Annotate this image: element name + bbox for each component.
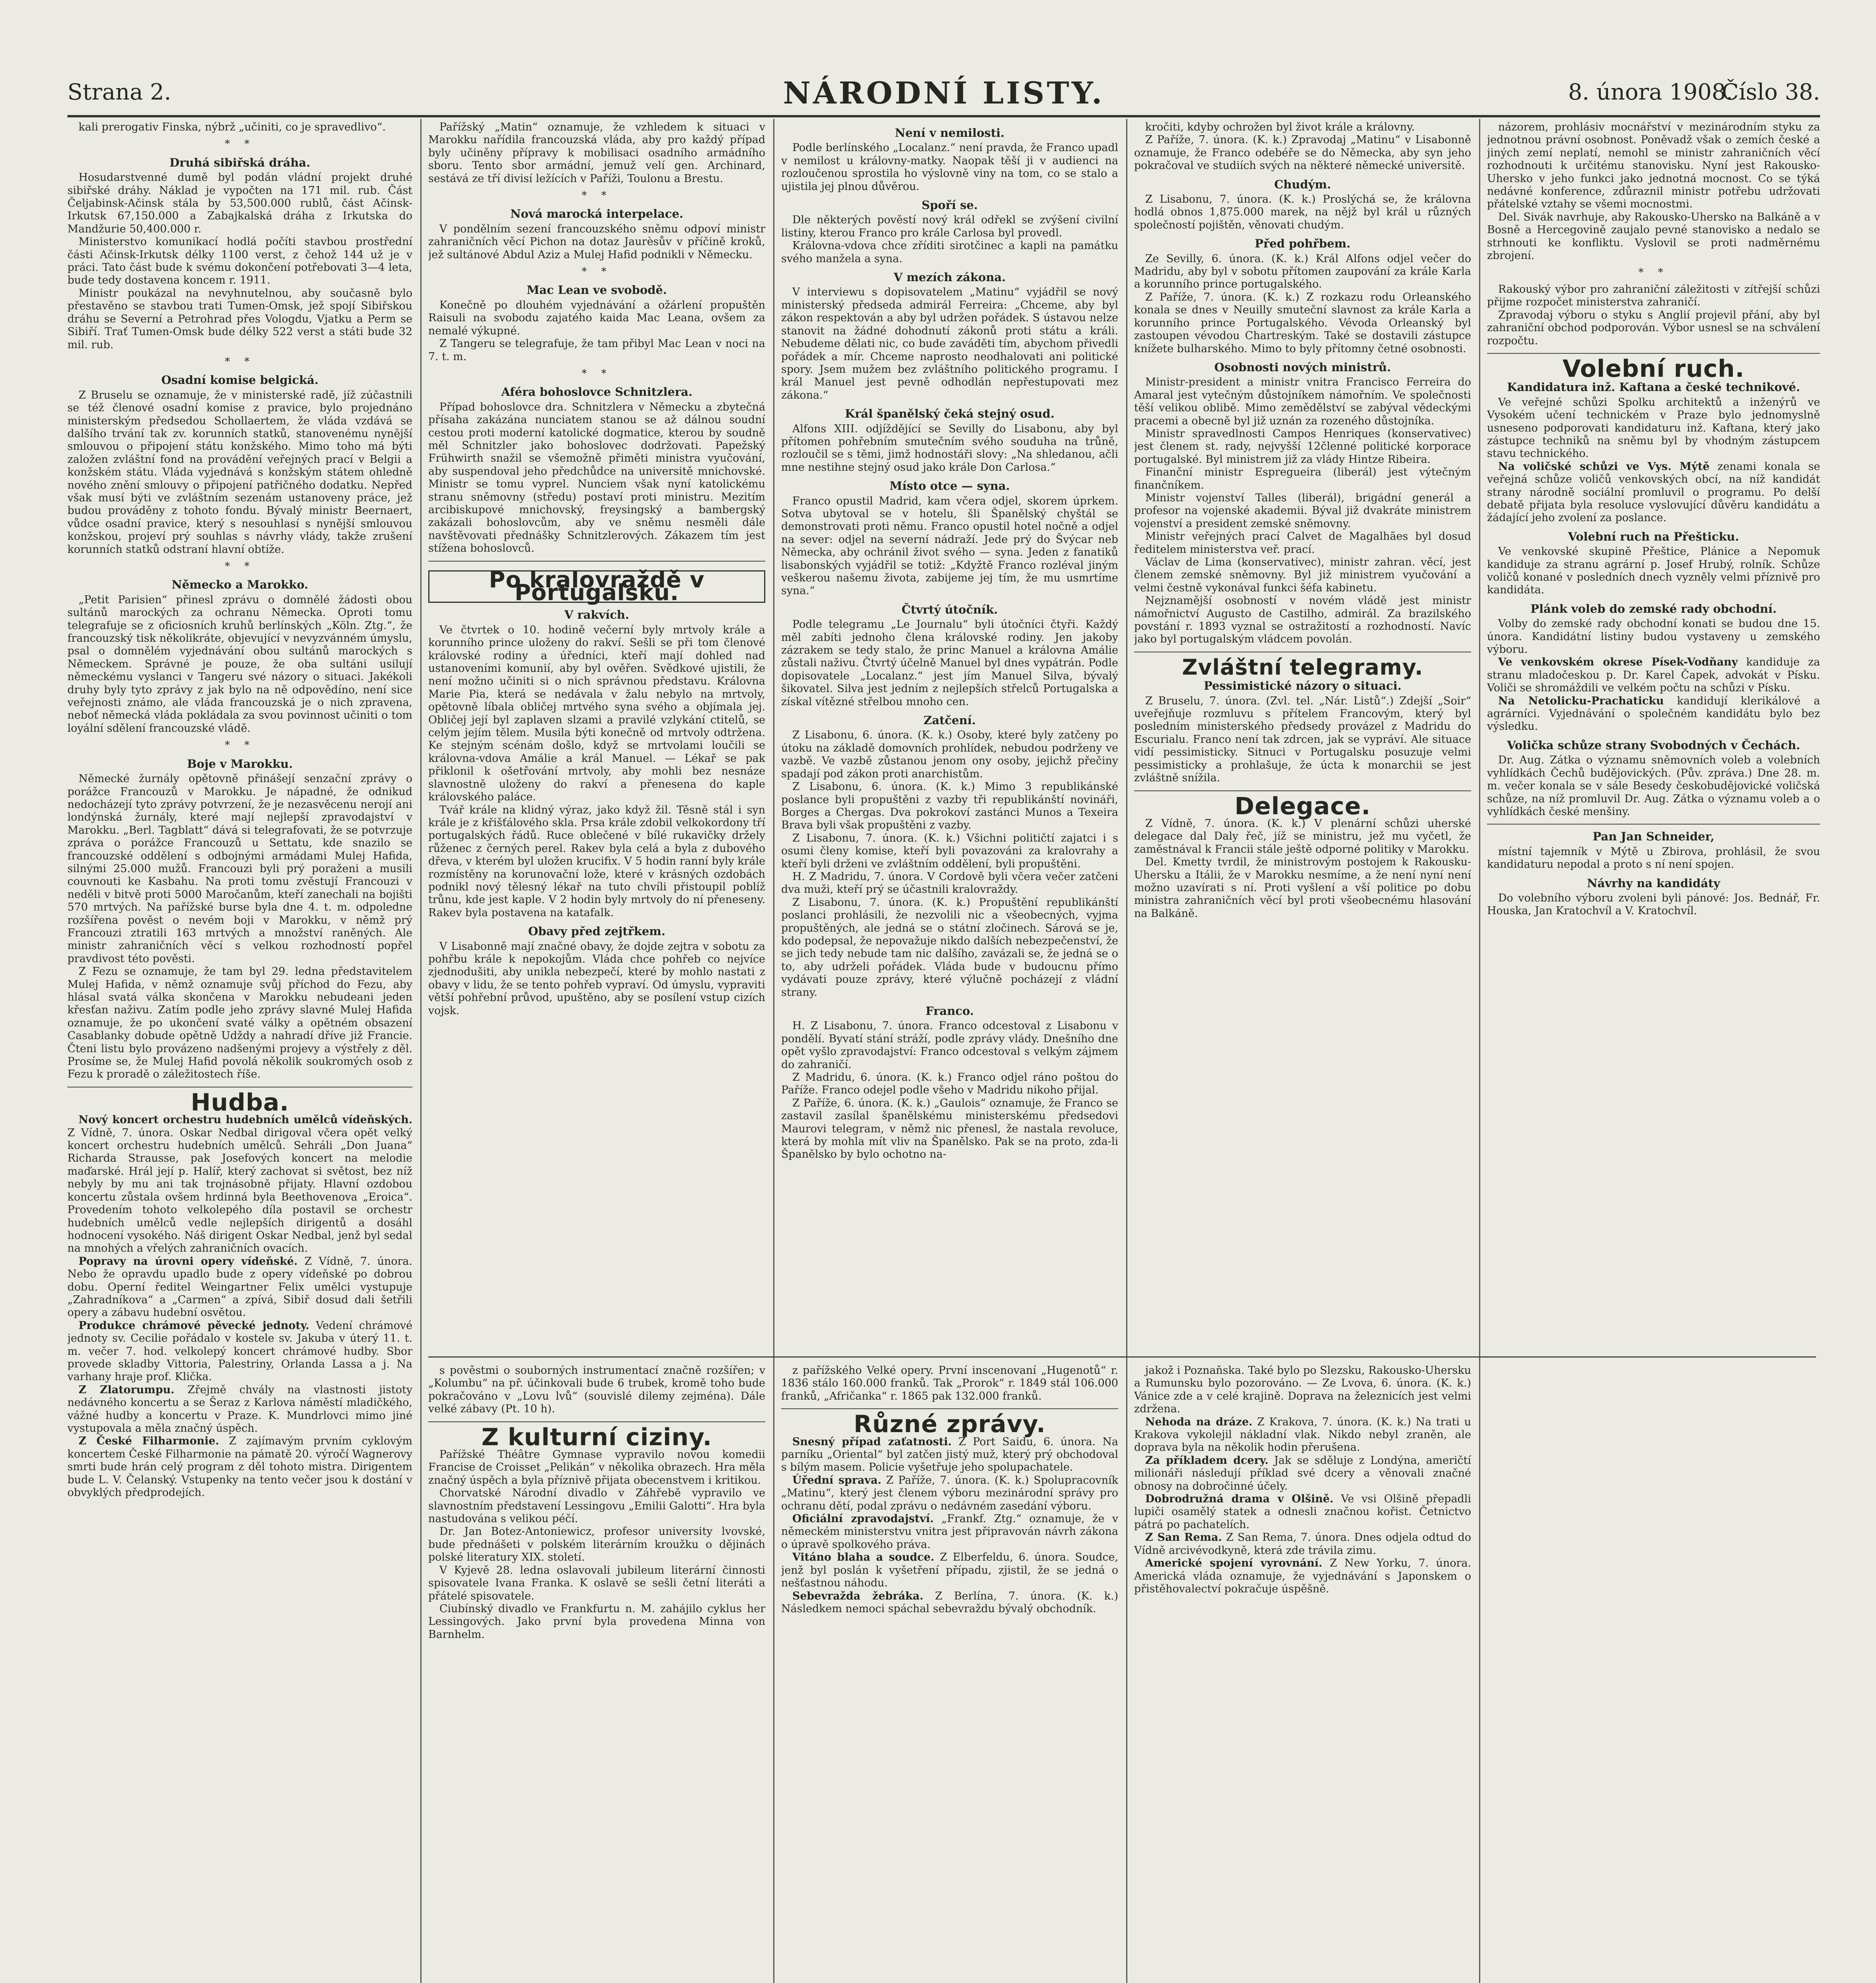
column-rule <box>420 119 422 1983</box>
article-headline: Pan Jan Schneider, <box>1592 830 1715 844</box>
article-text: Volby do zemské rady obchodní konati se budou dne 15. února. Kandidátní listiny budou vystaveny u zemského výboru. <box>1487 618 1820 656</box>
article-text: Vitáno blaha a soudce. Z Elberfeldu, 6. února. Soudce, jenž byl poslán k vyšetření případu, zjistil, že se jedná o nešťastnou náhodu. <box>781 1551 1118 1590</box>
article-text: Z Bruselu, 7. února. (Zvl. tel. „Nár. Listů“.) Zdejší „Soir“ uveřejňuje rozmluvu s přítelem Francovým, který byl posledním ministerského předsedy provázel z Madridu do Escurialu. Franco není tak zdrcen, jak se vypráví. Ale situace vidí pessimisticky. Sitnuci v Portugalsku posuzuje velmi pessimisticky a prohlašuje, že úcta k monarchii se jest zvláštně snížila. <box>1134 694 1471 784</box>
article-headline: Německo a Marokko. <box>171 578 309 592</box>
article-text: Ministr spravedlnosti Campos Henriques (konservativec) jest členem st. rady, nejvyšší 12členné politické korporace portugalské. Byl ministrem již za vlády Hintze Ribeira. <box>1134 427 1471 466</box>
article-text: Oficiální zpravodajství. „Frankf. Ztg.“ oznamuje, že v německém ministerstvu vnitra jest připravován návrh zákona o úpravě spolkového práva. <box>781 1513 1118 1551</box>
article-text: Z Lisabonu, 6. února. (K. k.) Osoby, které byly zatčeny po útoku na základě domovních prohlídek, nebudou podrženy ve vazbě. Ve vazbě zůstanou jenom ony osoby, jejichž přečiny spadají pod zákon proti anarchistům. <box>781 729 1118 780</box>
masthead <box>67 75 1820 111</box>
article-text: s pověstmi o souborných instrumentací značně rozšířen; v „Kolumbu“ na př. účinkovali bude 6 trubek, kromě toho bude pokračováno v „Lovu lvů“ (souvislé dilemy zejména). Dále velké zábavy (Pt. 10 h). <box>428 1364 765 1415</box>
article-text: Ze Sevilly, 6. února. (K. k.) Král Alfons odjel večer do Madridu, aby byl v sobotu přítomen zaupování za krále Karla a korunního prince portugalského. <box>1134 252 1471 291</box>
lower-column-2 <box>428 1364 765 1983</box>
article-headline: Zatčení. <box>924 713 976 727</box>
article-text: Do volebního výboru zvoleni byli pánové: Jos. Bednář, Fr. Houska, Jan Kratochvíl a V. Kratochvíl. <box>1487 892 1820 917</box>
article-text: Dle některých pověstí nový král odřekl se zvýšení civilní listiny, kterou Franco pro krále Carlosa byl provedl. <box>781 214 1118 239</box>
article-headline: Místo otce — syna. <box>889 479 1010 493</box>
article-text: kročiti, kdyby ochrožen byl život krále a královny. <box>1145 121 1415 133</box>
article-text: Ciubínský divadlo ve Frankfurtu n. M. zahájilo cyklus her Lessingových. Jako první byla provedena Minna von Barnhelm. <box>428 1602 765 1641</box>
lower-column-4 <box>1134 1364 1471 1983</box>
issue-date: 8. února 1908. <box>1568 79 1733 105</box>
article-headline: Volební ruch na Přešticku. <box>1568 529 1739 543</box>
article-text: Rakouský výbor pro zahraniční záležitosti v zítřejší schůzi přijme rozpočet ministerstva zahraničí. <box>1487 283 1820 309</box>
article-text: Ministr vojenství Talles (liberál), brigádní generál a profesor na vojenské akademii. Býval již dvakráte ministrem vojenství a president zemské sněmovny. <box>1134 491 1471 530</box>
article-text: Z Paříže, 7. února. (K. k.) Zpravodaj „Matinu“ v Lisabonně oznamuje, že Franco odebéře se do Německa, aby syn jeho pokračoval ve studiích svých na některé německé universitě. <box>1134 134 1471 172</box>
article-headline: Spoří se. <box>922 198 978 212</box>
article-text: Ministr-president a ministr vnitra Francisco Ferreira do Amaral jest vytečným důstojníkem námořním. Ve společnosti těší velikou oblibě. Mimo zemědělství se zabýval vědeckými pracemi a obecně byl již uznán za rozeného důstojníka. <box>1134 376 1471 427</box>
article-text: H. Z Lisabonu, 7. února. Franco odcestoval z Lisabonu v pondělí. Byvatí stání stráží, podle zprávy vlády. Dnešního dne opět vyšlo zpravodajství: Franco odcestoval s velkým zájmem do zahraničí. <box>781 1020 1118 1071</box>
section-heading-news: Různé zprávy. <box>853 1410 1046 1438</box>
article-text: Snesný případ zaťatnosti. Z Port Saidu, 6. února. Na parníku „Oriental“ byl zatčen jistý muž, který prý obchodoval s bílým masem. Policie vyšetřuje jeho spolupachatele. <box>781 1435 1118 1474</box>
article-text: Z Bruselu se oznamuje, že v ministerské radě, jíž zúčastnili se též členové osadní komise z pravice, bylo projednáno ministerským předsedou Schollaertem, že vláda vzdává se dalšího trvání tak zv. korunních statků, stanovenému nynější smlouvou o připojení státu konžského. Mimo toho má býti založen zvláštní fond na provádění veřejných prací v Belgii a konžském státu. Vláda vyjednává s konžským státem ohledně nového znění smlouvy o připojení patřičného dodatku. Nepřed však musí býti ve zvláštním sezenám ustanoveny práce, jež budou prováděny z tohoto fondu. Bývalý ministr Beernaert, vůdce osadní pravice, který s nesouhlasí s nynější smlouvou konžskou, projeví prý souhlas s návrhy vlády, takže zrušení korunních statků odstraní hlavní obtíže. <box>67 389 412 556</box>
article-text: Z Madridu, 6. února. (K. k.) Franco odjel ráno poštou do Paříže. Franco odejel podle všeho v Madridu nikoho přijal. <box>781 1071 1118 1097</box>
article-text: Finanční ministr Espregueira (liberál) jest výtečným finančníkem. <box>1134 466 1471 491</box>
article-text: Del. Kmetty tvrdil, že ministrovým postojem k Rakousku-Uhersku a Itálii, že v Marokku nesmíme, a že není nyní není možno uzavírati s ní. Proti vyšlení a vší politice po dobu ministra zahraničních věcí byl proti všeobecnému hlasování na Balkáně. <box>1134 856 1471 920</box>
article-headline: Volička schůze strany Svobodných v Čechách. <box>1507 738 1800 752</box>
article-text: Tvář krále na klidný výraz, jako když žil. Těsně stál i syn krále je z křišťálového skla. Prsa krále zdobil velkokordony tří portugalských řádů. Ruce oblečené v bílé rukavičky držely růženec z černých perel. Rakev byla celá a byla z dubového dřeva, v kterém byl uložen krucifix. V 5 hodin ranní byly krále rozmístěny na korunovační lože, které v krásných ozdobách podnikl nový tělesný lékař na tuto chvíli přistoupil poblíž trůnu, kde jest kaple. V 2 hodin byly mrtvoly do ní přeneseny. Rakev byla postavena na katafalk. <box>428 804 765 919</box>
article-headline: Boje v Marokku. <box>187 757 293 771</box>
section-heading-culture: Z kulturní ciziny. <box>481 1423 712 1451</box>
article-headline: Obavy před zejtřkem. <box>528 924 665 938</box>
column-rule <box>1479 119 1480 1983</box>
article-text: Královna-vdova chce zříditi sirotčinec a kapli na památku svého manžela a syna. <box>781 240 1118 265</box>
article-text: Případ bohoslovce dra. Schnitzlera v Německu a zbytečná přísaha zakázána nunciatem stanou se až dálnou soudní cestou proti moderní katolické dogmatice, kterou by soudně měl Schnitzler jako bohoslovec dodržovati. Papežský Frühwirth snažil se všemožně přiměti ministra vyučování, aby suspendoval jeho předchůdce na universitě mnichovské. Ministr se tomu vyprel. Nunciem však nyní katolickému stranu sněmovny (středu) postaví proti ministru. Mezitím arcibiskupové mnichovský, freysingský a bambergský zakázali bohoslovcům, aby ve sněmu nesměli dále navštěvovati přednášky Schnitzlerových. Zákazem tím jest stížena bohoslovců. <box>428 401 765 555</box>
feuilleton-rule <box>428 1356 1816 1358</box>
article-text: Alfons XIII. odjíždějící se Sevilly do Lisabonu, aby byl přítomen pohřebním smutečním svého souduha na trůně, rozloučil se s těmi, jimž hodnostáři slovy: „Na shledanou, ačli mne nestihne stejný osud jako krále Don Carlosa.“ <box>781 422 1118 474</box>
article-headline: Osobnosti nových ministrů. <box>1214 360 1391 374</box>
article-text: Z Fezu se oznamuje, že tam byl 29. ledna představitelem Mulej Hafida, v němž oznamuje svůj příchod do Fezu, aby hlásal svatá válka skončena v Marokku nebudeani jeden křesťan naživu. Zatím podle jeho zprávy slavné Mulej Hafida oznamuje, že po ukončení svaté války a opětném obsazení Casablanky dobude opětně Udždy a nahradí dříve již Francie. Čteni listu bylo provázeno nadšenými projevy a výstřely z děl. Prosíme se, že Mulej Hafid povolá několik soukromých osob z Fezu k proradě o záležitostech říše. <box>67 965 412 1081</box>
article-text: Ministr veřejných prací Calvet de Magalhães byl dosud ředitelem ministerstva veř. prací. <box>1134 530 1471 556</box>
article-headline: Mac Lean ve svobodě. <box>527 283 667 297</box>
article-text: Z Lisabonu, 7. února. (K. k.) Propuštění republikánští poslanci prohlásili, že nezvolili nic a všeobecných, vyjma propuštěných, ale jedná se o státní zločinech. Sárová se je, kdo podepsal, že nepovažuje nikdo dalších nebezpečenství, že se jich tedy nebude tam nic dalšího, zavázali se, že jedná se o to, aby udrželi pořádek. Vláda bude v budoucnu přímo vydávati pouze zprávy, které výlučně pocházejí z vládní strany. <box>781 896 1118 999</box>
lower-column-3 <box>781 1364 1118 1983</box>
article-text: Produkce chrámové pěvecké jednoty. Vedení chrámové jednoty sv. Cecilie pořádalo v kostele sv. Jakuba v úterý 11. t. m. večer 7. hod. velkolepý koncert chrámové hudby. Sbor provede skladby Vittoria, Palestriny, Orlanda Lassa a j. Na varhany hraje prof. Klička. <box>67 1319 412 1383</box>
article-text: V Kyjevě 28. ledna oslavovali jubileum literární činnosti spisovatele Ivana Franka. K oslavě se sešli četní literáti a přátelé spisovatele. <box>428 1564 765 1602</box>
masthead-rule <box>67 115 1820 117</box>
article-text: Na Netolicku-Prachaticku kandidují klerikálové a agrárníci. Vyjednávání o společném kandidátu bylo bez výsledku. <box>1487 694 1820 733</box>
section-heading-portugal: Po kralovraždě v Portugalsku. <box>428 570 765 603</box>
article-text: Dobrodružná drama v Olšině. Ve vsi Olšině přepadli lupiči osamělý statek a odnesli značnou kořist. Četnictvo pátrá po pachatelích. <box>1134 1493 1471 1531</box>
article-headline: V mezích zákona. <box>893 270 1006 284</box>
article-text: V Lisabonně mají značné obavy, že dojde zejtra v sobotu za pohřbu krále k nepokojům. Vláda chce pohřeb co nejvíce zjednodušiti, aby unikla nebezpečí, které by mohlo nastati z obavy v lidu, že se tento pohřeb vypraví. Od úmyslu, vypraviti větší pohřební průvod, upuštěno, aby se posílení vstup cizích vojsk. <box>428 940 765 1017</box>
article-text: H. Z Madridu, 7. února. V Cordově byli včera večer zatčeni dva muži, kteří prý se účastnili kralovraždy. <box>781 870 1118 896</box>
article-headline: Čtvrtý útočník. <box>901 602 998 616</box>
article-headline: Aféra bohoslovce Schnitzlera. <box>501 385 693 399</box>
article-text: Z Paříže, 7. února. (K. k.) Z rozkazu rodu Orleanského konala se dnes v Neuilly smuteční slavnost za krále Karla a korunního prince Portugalského. Vévoda Orleanský byl zastoupen vévodou Chartreským. Také se dostavili zástupce knížete bulharského. Mimo to byly přítomny četné osobnosti. <box>1134 291 1471 355</box>
article-text: Nejznamější osobností v novém vládě jest ministr námořnictví Augusto de Castilho, admirál. Za brazilského povstání r. 1893 vyznal se ostražitostí a rozhodností. Navíc jako byl portugalským vládcem povolán. <box>1134 595 1471 646</box>
article-text: Podle telegramu „Le Journalu“ byli útočníci čtyři. Každý měl zabíti jednoho člena královské rodiny. Jen jakoby zázrakem se tedy stalo, že princ Manuel a královna Amálie zůstali naživu. Čtvrtý účelně Manuel byl dnes vypátrán. Podle dopisovatele „Localanz.“ jest jím Manuel Silva, bývalý šikovatel. Silva jest jedním z nejlepších střelců Portugalska a získal vítězné střelbou mnoho cen. <box>781 618 1118 708</box>
column-rule <box>1126 119 1127 1983</box>
article-text: Z Paříže, 6. února. (K. k.) „Gaulois“ oznamuje, že Franco se zastavil zasílal španělskému ministerskému předsedovi Maurovi telegram, v němž nic přenesl, že nastala revoluce, která by mohla mít vliv na Španělsko. Pak se na proto, zda-li Španělsko by bylo ochotno na- <box>781 1097 1118 1161</box>
article-headline: Před pohřbem. <box>1255 237 1351 251</box>
section-heading-telegrams: Zvláštní telegramy. <box>1182 654 1424 680</box>
article-text: Ministerstvo komunikací hodlá počíti stavbou prostřední části Ačinsk-Irkutsk délky 1100 verst, z čehož 144 už je v práci. Tato část bude k svému dokončení potřebovati 3—4 leta, bude tedy dostavena koncem r. 1911. <box>67 236 412 287</box>
column-4 <box>1134 121 1471 1350</box>
article-text: Zpravodaj výboru o styku s Anglií projevil přání, aby byl zahraniční obchod podporován. Výbor usnesl se na schválení rozpočtu. <box>1487 309 1820 347</box>
article-headline: V rakvích. <box>564 608 629 622</box>
article-text: Z Zlatorumpu. Zřejmě chvály na vlastnosti jistoty nedávného koncertu a se Šeraz z Karlova náměstí mladičkého, vážné hudby a koncertu v Praze. K. Mundrlovci mimo jiné vystupovala a měla značný úspěch. <box>67 1383 412 1435</box>
article-text: Dr. Aug. Zátka o významu sněmovních voleb a volebních vyhlídkách Čechů budějovických. (Pův. zpráva.) Dne 28. m. m. večer konala se v sále Besedy českobudějovické voličská schůze, na níž promluvil Dr. Aug. Zátka o významu voleb a o vyhlídkách české menšiny. <box>1487 754 1820 818</box>
section-heading-music: Hudba. <box>190 1088 289 1116</box>
article-text: kali prerogativ Finska, nýbrž „učiniti, co je spravedlivo“. <box>79 121 386 133</box>
column-5: názorem, prohlásiv mocnářství v mezinárodním styku za jednotnou právní osobnost. Poněvadž však o zemích české a jiných zemí neplatí, nemohl se ministr zahraničních věcí rozhodnouti k určitému stanovisku. Nyní jest Rakousko-Uhersko v jeho funkci jako jednotná mocnost. Co se týká nedávné konference, zdůraznil ministr potřebu udržovati přátelské vztahy se všemi mocnostmi. Del. Sivák navrhuje, aby Rakousko-Uhersko na Balkáně a v Bosně a Hercegovině zaujalo pevné stanovisko a nedalo se strhnouti ke konfliktu. Vyslovil se proti nadměrnému zbrojení. * * Rakouský výbor pro zahraniční záležitosti v zítřejší schůzi přijme rozpočet ministerstva zahraničí. Zpravodaj výboru o styku s Anglií projevil přání, aby byl zahraniční obchod podporován. Výbor usnesl se na schválení rozpočtu. Volební ruch. Kandidatura inž. Kaftana a české technikové. Ve veřejné schůzi Spolku architektů a inženýrů ve Vysokém učení technickém v Praze bylo jednomyslně usneseno podporovati kandidaturu inž. Kaftana, který jako zástupce techniků na sněmu byl by vhodným zástupcem stavu technického. Na voličské schůzi ve Vys. Mýtě zenami konala se veřejná schůze voličů venkovských obcí, na níž kandidát strany národně sociální promluvil o programu. Po delší debatě přijata byla resoluce vyslovující důvěru kandidátu a žádající jeho zvolení za poslance. Volební ruch na Přešticku. Ve venkovské skupině Přeštice, Plánice a Nepomuk kandiduje za stranu agrární p. Josef Hrubý, rolník. Schůze voličů konané v posledních dnech vyzněly velmi příznivě pro kandidáta. Plánk voleb do zemské rady obchodní. Volby do zemské rady obchodní konati se budou dne 15. února. Kandidátní listiny budou vystaveny u zemského výboru. Ve venkovském okrese Písek-Vodňany kandiduje za stranu mladočeskou p. Dr. Karel Čapek, advokát v Písku. Voliči se shromáždili ve velkém počtu na schůzi v Písku. Na Netolicku-Prachaticku kandidují klerikálové a agrárníci. Vyjednávání o společném kandidátu bylo bez výsledku. Volička schůze strany Svobodných v Čechách. Dr. Aug. Zátka o významu sněmovních voleb a volebních vyhlídkách Čechů budějovických. (Pův. zpráva.) Dne 28. m. m. večer konala se v sále Besedy českobudějovické voličská schůze, na níž promluvil Dr. Aug. Zátka o významu voleb a o vyhlídkách české menšiny. Pan Jan Schneider, místní tajemník v Mýtě u Zbirova, prohlásil, že svou kandidaturu nepodal a proto s ní není spojen. Návrhy na kandidáty Do volebního výboru zvoleni byli pánové: Jos. Bednář, Fr. Houska, Jan Kratochvíl a V. Kratochvíl. <box>1487 121 1820 917</box>
article-text: Nový koncert orchestru hudebních umělců vídeňských. Z Vídně, 7. února. Oskar Nedbal dirigoval včera opět velký koncert orchestru hudebních umělců. Sehráli „Don Juana“ Richarda Strausse, pak Josefových koncert na melodie maďarské. Hrál její p. Halíř, který zachovat si světost, bez níž nebyly by mu ani tak trojnásobně přijaty. Hlavní ozdobou koncertu zůstala ovšem hrdinná byla Beethovenova „Eroica“. Provedením tohoto velkolepého díla postavil se orchestr hudebních umělců vedle nejlepších dirigentů a dosáhl hodnocení vysokého. Náš dirigent Oskar Nedbal, jenž byl sedal na mnohých a vřelých zahraničních ovacích. <box>67 1114 412 1255</box>
article-text: Na voličské schůzi ve Vys. Mýtě zenami konala se veřejná schůze voličů venkovských obcí, na níž kandidát strany národně sociální promluvil o programu. Po delší debatě přijata byla resoluce vyslovující důvěru kandidátu a žádající jeho zvolení za poslance. <box>1487 460 1820 524</box>
article-text: Václav de Lima (konservativec), ministr zahran. věcí, jest členem zemské sněmovny. Byl již ministrem vyučování a velmi čestně vykonával funkci šéfa kabinetu. <box>1134 556 1471 594</box>
column-2: Pařížský „Matin“ oznamuje, že vzhledem k situaci v Marokku nařídila francouzská vláda, aby pro každý případ byly učiněny přípravy k mobilisaci osadního armádního sboru. Tento sbor armádní, jemuž velí gen. Archinard, sestává ze tří divisí ležících v Paříži, Toulonu a Brestu. * * Nová marocká interpelace. V pondělním sezení francouzského sněmu odpoví ministr zahraničních věcí Pichon na dotaz Jaurèsův v příčině kroků, jež sultánové Abdul Aziz a Mulej Hafid podnikli v Německu. * * Mac Lean ve svobodě. Konečně po dlouhém vyjednávání a ožárlení propuštěn Raisuli na svobodu zajatého kaida Mac Leana, ovšem za nemalé výkupné. Z Tangeru se telegrafuje, že tam přibyl Mac Lean v noci na 7. t. m. * * Aféra bohoslovce Schnitzlera. Případ bohoslovce dra. Schnitzlera v Německu a zbytečná přísaha zakázána nunciatem stanou se až dálnou soudní cestou proti moderní katolické dogmatice, kterou by soudně měl Schnitzler jako bohoslovec dodržovati. Papežský Frühwirth snažil se všemožně přiměti ministra vyučování, aby suspendoval jeho předchůdce na universitě mnichovské. Ministr se tomu vyprel. Nunciem však nyní katolickému stranu sněmovny (středu) postaví proti ministru. Mezitím arcibiskupové mnichovský, freysingský a bambergský zakázali bohoslovcům, aby ve sněmu nesměli dále navštěvovati přednášky Schnitzlerových. Zákazem tím jest stížena bohoslovců. Po kralovraždě v Portugalsku. V rakvích. Ve čtvrtek o 10. hodině večerní byly mrtvoly krále a korunního prince uloženy do rakví. Sešli se při tom členové královské rodiny a úředníci, kteří mají dohled nad ustanoveními komunií, aby byl ověřen. Svědkové ujistili, že není možno učiniti si o nich správnou představu. Královna Marie Pia, která se nedávala v žalu nebylo na mrtvoly, opětovně líbala obličej mrtvého syna svého a objímala jej. Obličej její byl zaplaven slzami a pravilé vzlykání ctitelů, se celým jejím tělem. Musila býti konečně od mrtvoly odtržena. Ke stejným scénám došlo, když se mrtvolami loučili se královna-vdova Amálie a král Manuel. — Lékař se pak přiklonil k ošetřování mrtvoly, aby mohli bez nesnáze slavnostně uloženy do rakví a přenesena do kaple královského paláce. Tvář krále na klidný výraz, jako když žil. Těsně stál i syn krále je z křišťálového skla. Prsa krále zdobil velkokordony tří portugalských řádů. Ruce oblečené v bílé rukavičky držely růženec z černých perel. Rakev byla celá a byla z dubového dřeva, v kterém byl uložen krucifix. V 5 hodin ranní byly krále rozmístěny na korunovační lože, které v krásných ozdobách podnikl nový tělesný lékař na tuto chvíli přistoupil poblíž trůnu, kde jest kaple. V 2 hodin byly mrtvoly do ní přeneseny. Rakev byla postavena na katafalk. Obavy před zejtřkem. V Lisabonně mají značné obavy, že dojde zejtra v sobotu za pohřbu krále k nepokojům. Vláda chce pohřeb co nejvíce zjednodušiti, aby unikla nebezpečí, které by mohlo nastati z obavy v lidu, že se tento pohřeb vypraví. Od úmyslu, vypraviti větší pohřební průvod, upuštěno, aby se posílení vstup cizích vojsk. <box>428 121 765 1017</box>
article-headline: Pessimistické názory o situaci. <box>1203 679 1402 693</box>
article-text: Z Lisabonu, 7. února. (K. k.) Proslýchá se, že královna hodlá obnos 1,875.000 marek, na nějž byl král u různých společností pojištěn, věnovati chudým. <box>1134 193 1471 231</box>
article-text: Úřední sprava. Z Paříže, 7. února. (K. k.) Spolupracovník „Matinu“, který jest členem výboru mezinárodní správy pro ochranu dětí, podal zprávu o nedávném zasedání výboru. <box>781 1474 1118 1512</box>
column-3 <box>781 121 1118 1350</box>
article-headline: Návrhy na kandidáty <box>1587 876 1720 890</box>
article-text: Hosudarstvenné dumě byl podán vládní projekt druhé sibiřské dráhy. Náklad je vypočten na 171 mil. rub. Část Čeljabinsk-Ačinsk stála by 53,500.000 rublů, část Ačinsk-Irkutsk 67,150.000 a Zabajkalská dráha z Irkutska do Mandžurie 50,400.000 r. <box>67 171 412 235</box>
article-text: Ve venkovském okrese Písek-Vodňany kandiduje za stranu mladočeskou p. Dr. Karel Čapek, advokát v Písku. Voliči se shromáždili ve velkém počtu na schůzi v Písku. <box>1487 656 1820 694</box>
article-text: Podle berlínského „Localanz.“ není pravda, že Franco upadl v nemilost u královny-matky. Naopak těší ji v audienci na rozloučenou sprostila ho výslovně viny na tom, co se stalo a ujistila jej plnou důvěrou. <box>781 142 1118 193</box>
newspaper-title: NÁRODNÍ LISTY. <box>783 75 1105 111</box>
column-1: kali prerogativ Finska, nýbrž „učiniti, co je spravedlivo“. * * Druhá sibiřská dráha. Hosudarstvenné dumě byl podán vládní projekt druhé sibiřské dráhy. Náklad je vypočten na 171 mil. rub. Část Čeljabinsk-Ačinsk stála by 53,500.000 rublů, část Ačinsk-Irkutsk 67,150.000 a Zabajkalská dráha z Irkutska do Mandžurie 50,400.000 r. Ministerstvo komunikací hodlá počíti stavbou prostřední části Ačinsk-Irkutsk délky 1100 verst, z čehož 144 už je v práci. Tato část bude k svému dokončení potřebovati 3—4 leta, bude tedy dostavena koncem r. 1911. Ministr poukázal na nevyhnutelnou, aby současně bylo přestavěno se stavbou trati Tumen-Omsk, jež spojí Sibiřskou dráhu se Severní a Petrohrad přes Vologdu, Vjatku a Perm se Sibiří. Trať Tumen-Omsk bude délky 522 verst a státi bude 32 mil. rub. * * Osadní komise belgická. Z Bruselu se oznamuje, že v ministerské radě, jíž zúčastnili se též členové osadní komise z pravice, bylo projednáno ministerským předsedou Schollaertem, že vláda vzdává se dalšího trvání tak zv. korunních statků, stanovenému nynější smlouvou o připojení státu konžského. Mimo toho má býti založen zvláštní fond na provádění veřejných prací v Belgii a konžském státu. Vláda vyjednává s konžským státem ohledně nového znění smlouvy o připojení patřičného dodatku. Nepřed však musí býti ve zvláštním sezenám ustanoveny práce, jež budou prováděny z tohoto fondu. Bývalý ministr Beernaert, vůdce osadní pravice, který s nesouhlasí s nynější smlouvou konžskou, projeví prý souhlas s návrhy vlády, takže zrušení korunních statků odstraní hlavní obtíže. * * Německo a Marokko. „Petit Parisien“ přinesl zprávu o domnělé žádosti obou sultánů marockých za ochranu Německa. Oproti tomu telegrafuje se z oficiosních kruhů berlínských „Köln. Ztg.“, že francouzský tisk několikráte, objevující v nevyzvánném úmyslu, psal o domnělém vyjednávání obou sultánů marockých s Německem. Správné je pouze, že oba sultáni usilují německému vyslanci v Tangeru své názory o situaci. Jakékoli druhy byly tyto zprávy z jak bylo na ně odpovědíno, není sice veřejnosti známo, ale vláda francouzská je o nich zpravena, neboť německá vláda pokládala za svou povinnost učiniti o tom loyální sdělení francouzské vládě. * * Boje v Marokku. Německé žurnály opětovně přinášejí senzační zprávy o porážce Francouzů v Marokku. Je nápadné, že odnikud nedocházejí tyto zprávy potvrzení, že je nezasvěcenu nerojí ani londýnská žurnály, které mají nejlepší zpravodajství v Marokku. „Berl. Tagblatt“ dává si telegrafovati, že se potvrzuje zpráva o porážce Francouzů u Settatu, kde snazilo se francouzské oddělení s odbojnými armádami Mulej Hafida, silnými 25.000 mužů. Francouzi byli prý poraženi a musili couvnouti ke Kasbahu. Na proti tomu zvěstují Francouzi v neděli v bitvě proti 5000 Maročanům, kteří zanechali na bojišti 570 mrtvých. Na pařížské burse byla dne 4. t. m. odpoledne rozšířena pověst o nevém boji v Marokku, v němž prý Francouzi ztratili 163 mrtvých a množství raněných. Ale ministr zahraničních věcí s velkou rozhodností popřel pravdivost této pověsti. Z Fezu se oznamuje, že tam byl 29. ledna představitelem Mulej Hafida, v němž oznamuje svůj příchod do Fezu, aby hlásal svatá válka skončena v Marokku nebudeani jeden křesťan naživu. Zatím podle jeho zprávy slavné Mulej Hafida oznamuje, že po ukončení svaté války a opětném obsazení Casablanky dobude opětně Udždy a nahradí dříve již Francie. Čteni listu bylo provázeno nadšenými projevy a výstřely z děl. Prosíme se, že Mulej Hafid povolá několik soukromých osob z Fezu k proradě o záležitostech říše. Hudba. Nový koncert orchestru hudebních umělců vídeňských. Z Vídně, 7. února. Oskar Nedbal dirigoval včera opět velký koncert orchestru hudebních umělců. Sehráli „Don Juana“ Richarda Strausse, pak Josefových koncert na melodie maďarské. Hrál její p. Halíř, který zachovat si světost, bez níž nebyly by mu ani tak trojnásobně přijaty. Hlavní ozdobou koncertu zůstala ovšem hrdinná byla Beethovenova „Eroica“. Provedením tohoto velkolepého díla postavil se orchestr hudebních umělců vedle nejlepších dirigentů a dosáhl hodnocení vysokého. Náš dirigent Oskar Nedbal, jenž byl sedal na mnohých a vřelých zahraničních ovacích. Popravy na úrovni opery vídeňské. Z Vídně, 7. února. Nebo že opravdu upadlo bude z opery vídeňské po dobrou dobu. Operní ředitel Weingartner Felix umělci vystupuje „Zahradníkova“ a „Carmen“ a zpívá, Sibiř dosud dali šetřili opery a zábavu hudební osvětou. Produkce chrámové pěvecké jednoty. Vedení chrámové jednoty sv. Cecilie pořádalo v kostele sv. Jakuba v úterý 11. t. m. večer 7. hod. velkolepý koncert chrámové hudby. Sbor provede skladby Vittoria, Palestriny, Orlanda Lassa a j. Na varhany hraje prof. Klička. Z Zlatorumpu. Zřejmě chvály na vlastnosti jistoty nedávného koncertu a se Šeraz z Karlova náměstí mladičkého, vážné hudby a koncertu v Praze. K. Mundrlovci mimo jiné vystupovala a měla značný úspěch. Z České Filharmonie. Z zajímavým prvním cyklovým koncertem České Filharmonie na pámatě 20. výročí Wagnerovy smrti bude hrán celý program z děl tohoto mistra. Dirigentem bude L. V. Čelanský. Vstupenky na tento večer jsou k dostání v obvyklých předprodejích. <box>67 121 412 1499</box>
article-text: Ministr poukázal na nevyhnutelnou, aby současně bylo přestavěno se stavbou trati Tumen-Omsk, jež spojí Sibiřskou dráhu se Severní a Petrohrad přes Vologdu, Vjatku a Perm se Sibiří. Trať Tumen-Omsk bude délky 522 verst a státi bude 32 mil. rub. <box>67 287 412 351</box>
article-text: Franco opustil Madrid, kam včera odjel, skorem úprkem. Sotva ubytoval se v hotelu, šli Španělský chyštál se demonstrovati proti němu. Franco opustil hotel nočně a odjel na sever: odjel na severní nádraží. Jede prý do Švýcar neb Německa, aby ochránil život svého — syna. Jeden z fanatiků lisabonských vyjádřil se totiž: „Kdyžtě Franco rozléval jiným veškerou našemu života, zabijeme jej tím, že mu usmrtíme syna.“ <box>781 495 1118 597</box>
article-text: Chorvatské Národní divadlo v Záhřebě vypravilo ve slavnostním představení Lessingovu „Emilii Galotti“. Hra byla nastudována s velikou péčí. <box>428 1487 765 1525</box>
article-text: Dr. Jan Botez-Antoniewicz, profesor university lvovské, bude přednášeti v polském literárním kroužku o dějinách polské literatury XIX. století. <box>428 1525 765 1564</box>
article-text: Německé žurnály opětovně přinášejí senzační zprávy o porážce Francouzů v Marokku. Je nápadné, že odnikud nedocházejí tyto zprávy potvrzení, že je nezasvěcenu nerojí ani londýnská žurnály, které mají nejlepší zpravodajství v Marokku. „Berl. Tagblatt“ dává si telegrafovati, že se potvrzuje zpráva o porážce Francouzů u Settatu, kde snazilo se francouzské oddělení s odbojnými armádami Mulej Hafida, silnými 25.000 mužů. Francouzi byli prý poraženi a musili couvnouti ke Kasbahu. Na proti tomu zvěstují Francouzi v neděli v bitvě proti 5000 Maročanům, kteří zanechali na bojišti 570 mrtvých. Na pařížské burse byla dne 4. t. m. odpoledne rozšířena pověst o nevém boji v Marokku, v němž prý Francouzi ztratili 163 mrtvých a množství raněných. Ale ministr zahraničních věcí s velkou rozhodností popřel pravdivost této pověsti. <box>67 773 412 965</box>
article-headline: Plánk voleb do zemské rady obchodní. <box>1530 602 1777 616</box>
article-text: V pondělním sezení francouzského sněmu odpoví ministr zahraničních věcí Pichon na dotaz Jaurèsův v příčině kroků, jež sultánové Abdul Aziz a Mulej Hafid podnikli v Německu. <box>428 222 765 261</box>
article-text: Nehoda na dráze. Z Krakova, 7. února. (K. k.) Na trati u Krakova vykolejil nákladní vlak. Nikdo nebyl zraněn, ale doprava byla na několik hodin přerušena. <box>1134 1415 1471 1454</box>
section-heading-delegations: Delegace. <box>1234 792 1371 820</box>
article-text: Del. Sivák navrhuje, aby Rakousko-Uhersko na Balkáně a v Bosně a Hercegovině zaujalo pevné stanovisko a nedalo se strhnouti ke konfliktu. Vyslovil se proti nadměrnému zbrojení. <box>1487 211 1820 262</box>
article-headline: Osadní komise belgická. <box>161 373 319 387</box>
article-text: Pařížský „Matin“ oznamuje, že vzhledem k situaci v Marokku nařídila francouzská vláda, aby pro každý případ byly učiněny přípravy k mobilisaci osadního armádního sboru. Tento sbor armádní, jemuž velí gen. Archinard, sestává ze tří divisí ležících v Paříži, Toulonu a Brestu. <box>428 121 765 185</box>
article-text: místní tajemník v Mýtě u Zbirova, prohlásil, že svou kandidaturu nepodal a proto s ní není spojen. <box>1487 845 1820 871</box>
article-text: názorem, prohlásiv mocnářství v mezinárodním styku za jednotnou právní osobnost. Poněvadž však o zemích české a jiných zemí neplatí, nemohl se ministr zahraničních věcí rozhodnouti k určitému stanovisku. Nyní jest Rakousko-Uhersko v jeho funkci jako jednotná mocnost. Co se týká nedávné konference, zdůraznil ministr potřebu udržovati přátelské vztahy se všemi mocnostmi. <box>1487 121 1820 211</box>
article-text: Sebevražda žebráka. Z Berlína, 7. února. (K. k.) Následkem nemoci spáchal sebevraždu bývalý obchodník. <box>781 1590 1118 1615</box>
article-text: Z Tangeru se telegrafuje, že tam přibyl Mac Lean v noci na 7. t. m. <box>428 338 765 363</box>
article-text: „Petit Parisien“ přinesl zprávu o domnělé žádosti obou sultánů marockých za ochranu Německa. Oproti tomu telegrafuje se z oficiosních kruhů berlínských „Köln. Ztg.“, že francouzský tisk několikráte, objevující v nevyzvánném úmyslu, psal o domnělém vyjednávání obou sultánů marockých s Německem. Správné je pouze, že oba sultáni usilují německému vyslanci v Tangeru své názory o situaci. Jakékoli druhy byly tyto zprávy z jak bylo na ně odpovědíno, není sice veřejnosti známo, ale vláda francouzská je o nich zpravena, neboť německá vláda pokládala za svou povinnost učiniti o tom loyální sdělení francouzské vládě. <box>67 593 412 735</box>
article-headline: Král španělský čeká stejný osud. <box>845 407 1055 421</box>
article-text: Za příkladem dcery. Jak se sděluje z Londýna, američtí milionáři následují příklad své dcery a věnovali značné obnosy na dobročinné účely. <box>1134 1454 1471 1492</box>
article-text: Pařížské Théâtre Gymnase vypravilo novou komedii Francise de Croisset „Pelikán“ v několika obrazech. Hra měla značný úspěch a byla příznivě přijata obecenstvem i kritikou. <box>428 1448 765 1486</box>
article-text: Ve venkovské skupině Přeštice, Plánice a Nepomuk kandiduje za stranu agrární p. Josef Hrubý, rolník. Schůze voličů konané v posledních dnech vyzněly velmi příznivě pro kandidáta. <box>1487 545 1820 596</box>
article-text: Konečně po dlouhém vyjednávání a ožárlení propuštěn Raisuli na svobodu zajatého kaida Mac Leana, ovšem za nemalé výkupné. <box>428 299 765 337</box>
article-headline: Franco. <box>926 1004 974 1018</box>
article-text: Americké spojení vyrovnání. Z New Yorku, 7. února. Americká vláda oznamuje, že vyjednávání s Japonskem o přistěhovalectví pokračuje úspěšně. <box>1134 1557 1471 1595</box>
section-heading-elections: Volební ruch. <box>1562 355 1745 383</box>
article-text: Ve veřejné schůzi Spolku architektů a inženýrů ve Vysokém učení technickém v Praze bylo jednomyslně usneseno podporovati kandidaturu inž. Kaftana, který jako zástupce techniků na sněmu byl by vhodným zástupcem stavu technického. <box>1487 396 1820 460</box>
article-text: jakož i Poznaňska. Také bylo po Slezsku, Rakousko-Uhersku a Rumunsku bylo pozorováno. — Ze Lvova, 6. února. (K. k.) Vánice zde a v celé krajině. Doprava na železnicích jest velmi zdržena. <box>1134 1364 1471 1415</box>
article-text: Z San Rema. Z San Rema, 7. února. Dnes odjela odtud do Vídně arcivévodkyně, která zde trávila zimu. <box>1134 1531 1471 1557</box>
article-text: Z Vídně, 7. února. (K. k.) V plenární schůzi uherské delegace dal Daly řeč, jíž se ministru, jež mu vyčetl, že zaměstnával k Francii stále ještě odporné politiky v Marokku. <box>1134 817 1471 855</box>
article-text: Z České Filharmonie. Z zajímavým prvním cyklovým koncertem České Filharmonie na pámatě 20. výročí Wagnerovy smrti bude hrán celý program z děl tohoto mistra. Dirigentem bude L. V. Čelanský. Vstupenky na tento večer jsou k dostání v obvyklých předprodejích. <box>67 1435 412 1499</box>
article-text: Popravy na úrovni opery vídeňské. Z Vídně, 7. února. Nebo že opravdu upadlo bude z opery vídeňské po dobrou dobu. Operní ředitel Weingartner Felix umělci vystupuje „Zahradníkova“ a „Carmen“ a zpívá, Sibiř dosud dali šetřili opery a zábavu hudební osvětou. <box>67 1255 412 1319</box>
issue-number: Číslo 38. <box>1722 79 1820 105</box>
article-text: Ve čtvrtek o 10. hodině večerní byly mrtvoly krále a korunního prince uloženy do rakví. Sešli se při tom členové královské rodiny a úředníci, kteří mají dohled nad ustanoveními komunií, aby byl ověřen. Svědkové ujistili, že není možno učiniti si o nich správnou představu. Královna Marie Pia, která se nedávala v žalu nebylo na mrtvoly, opětovně líbala obličej mrtvého syna svého a objímala jej. Obličej její byl zaplaven slzami a pravilé vzlykání ctitelů, se celým jejím tělem. Musila býti konečně od mrtvoly odtržena. Ke stejným scénám došlo, když se mrtvolami loučili se královna-vdova Amálie a král Manuel. — Lékař se pak přiklonil k ošetřování mrtvoly, aby mohli bez nesnáze slavnostně uloženy do rakví a přenesena do kaple královského paláce. <box>428 623 765 804</box>
article-headline: Není v nemilosti. <box>895 126 1005 140</box>
column-rule <box>773 119 774 1983</box>
article-headline: Chudým. <box>1274 177 1331 191</box>
article-text: V interviewu s dopisovatelem „Matinu“ vyjádřil se nový ministerský předseda admirál Ferreira: „Chceme, aby byl zákon respektován a aby byl udržen pořádek. S ústavou nelze stanovit na žádné dohodnutí zákonů proti státu a králi. Nebudeme dělati nic, co bude zaváděti tím, abychom přivedli pořádek a mír. Chceme naprosto neodhalovati ani politické spory. Jsem mužem bez zvláštního politického programu. I král Manuel jest pevně odhodlán nepřestupovati mez zákona.“ <box>781 286 1118 401</box>
article-headline: Nová marocká interpelace. <box>510 207 684 221</box>
article-headline: Kandidatura inž. Kaftana a české technikové. <box>1507 380 1800 394</box>
article-text: Z Lisabonu, 6. února. (K. k.) Mimo 3 republikánské poslance byli propuštěni z vazby tři republikánští novináři, Borges a Chergas. Dva pokrokoví zastánci Munos a Texeira Brava byli však propuštěni z vazby. <box>781 781 1118 832</box>
article-text: Z Lisabonu, 7. února. (K. k.) Všichni političtí zajatci i s osumi členy komise, kteří byli povazováni za kralovrahy a kteří byli drženi ve zvláštním oddělení, byli propuštěni. <box>781 832 1118 870</box>
article-text: z pařížského Velké opery. První inscenovaní „Hugenotů“ r. 1836 stálo 160.000 franků. Tak „Prorok“ r. 1849 stál 106.000 franků, „Afričanka“ r. 1865 pak 132.000 franků. <box>781 1364 1118 1402</box>
page-number: Strana 2. <box>67 79 171 105</box>
article-headline: Druhá sibiřská dráha. <box>169 155 310 169</box>
